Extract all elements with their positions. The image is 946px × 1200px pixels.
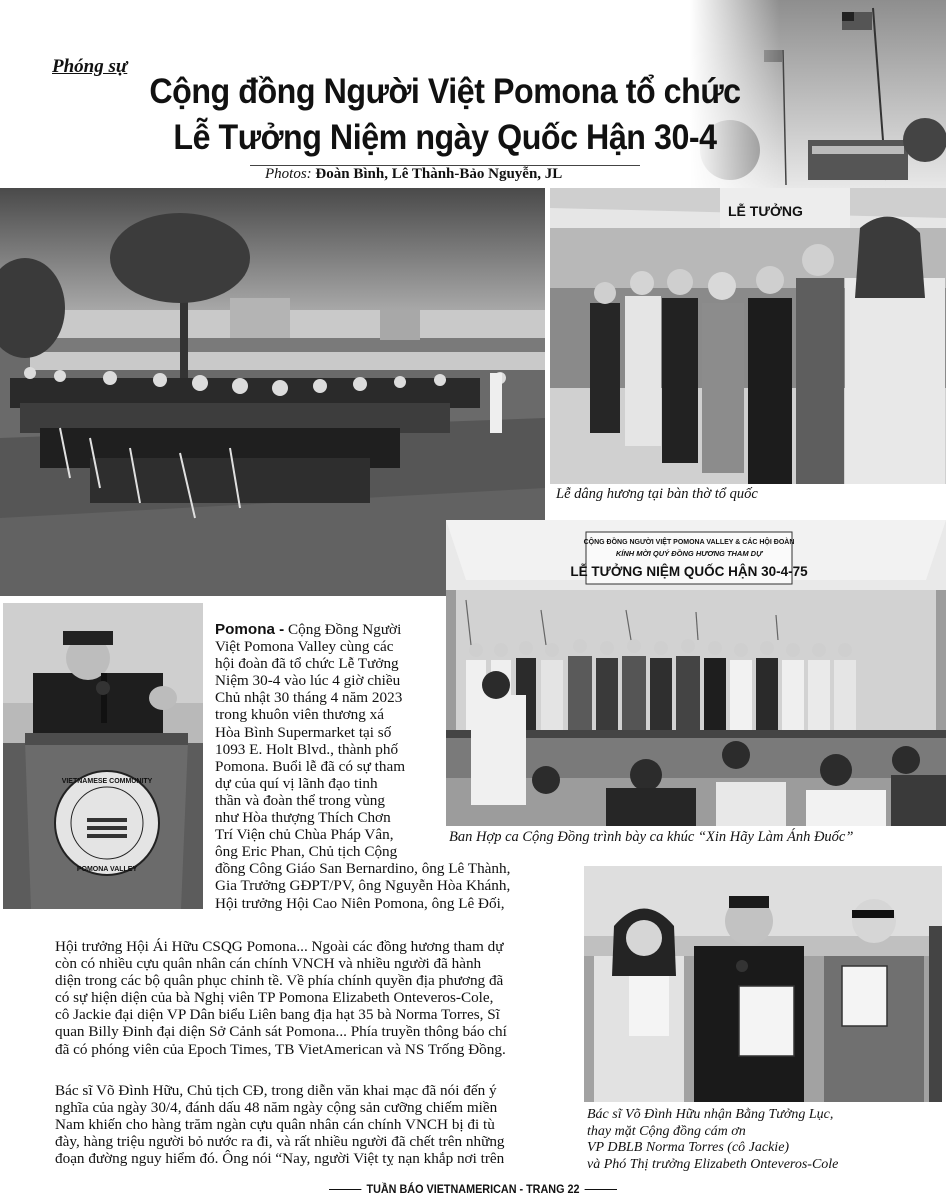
article-line: cô Jackie đại diện VP Dân biểu Liên bang địa hạt 35 bà Norma Torres, Sĩ xyxy=(55,1006,500,1024)
article-line: đày, hàng triệu người bỏ nước ra đi, và rất nhiều người đã chết trên những xyxy=(55,1133,505,1151)
article-line: nghĩa của ngày 30/4, đánh dấu 48 năm ngày cộng sản cưỡng chiếm miền xyxy=(55,1099,498,1117)
lead-word: Pomona - xyxy=(215,621,285,638)
article-line: còn có nhiều cựu quân nhân cán chính VNCH và nhiều người đã hành xyxy=(55,955,482,973)
article-line: đoạn đường nguy hiểm đó. Ông nói “Nay, người Việt tỵ nạn khắp nơi trên xyxy=(55,1150,505,1168)
article-wide-block xyxy=(55,938,580,1058)
article-line: trong khuôn viên thương xá xyxy=(215,706,384,724)
article-line: Gia Trưởng GĐPT/PV, ông Nguyễn Hòa Khánh, xyxy=(215,877,511,895)
award-photo xyxy=(584,866,942,1102)
article-line: ông Eric Phan, Chủ tịch Cộng xyxy=(215,843,398,861)
article-line: Nam khiến cho hàng trăm ngàn cựu quân nhân cán chính VNCH bị đi tù xyxy=(55,1116,495,1134)
headline-line-2: Lễ Tưởng Niệm ngày Quốc Hận 30-4 xyxy=(173,118,717,157)
caption-award xyxy=(587,1107,838,1173)
caption-award-line-1: Bác sĩ Võ Đình Hữu nhận Bằng Tưởng Lục, xyxy=(587,1107,834,1122)
backdrop-sign: LỄ TƯỞNG xyxy=(728,203,803,219)
article-line: 1093 E. Holt Blvd., thành phố xyxy=(215,740,399,758)
caption-award-line-3: VP DBLB Norma Torres (cô Jackie) xyxy=(587,1140,790,1155)
photo-credits-label: Photos: xyxy=(265,166,312,182)
podium-bottom-text: POMONA VALLEY xyxy=(76,866,138,873)
article-line: Pomona. Buổi lễ đã có sự tham xyxy=(215,757,406,775)
caption-choir: Ban Hợp ca Cộng Đồng trình bày ca khúc “Xin Hãy Làm Ánh Đuốc” xyxy=(449,829,854,845)
article-line: Cộng Đồng Người xyxy=(288,621,402,638)
section-label: Phóng sự xyxy=(52,56,128,77)
article-line: hội đoàn đã tổ chức Lễ Tưởng xyxy=(215,655,399,673)
article-line: Hòa Bình Supermarket tại số xyxy=(215,723,392,741)
article-line: có sự hiện diện của bà Nghị viên TP Pomona Elizabeth Onteveros-Cole, xyxy=(55,989,494,1007)
article-line: Hội trưởng Hội Cao Niên Pomona, ông Lê Đối, xyxy=(215,894,505,912)
page-footer: TUẦN BÁO VIETNAMERICAN - TRANG 22 xyxy=(47,1182,898,1196)
article-paragraph-2 xyxy=(55,1082,580,1167)
incense-ceremony-photo xyxy=(550,188,946,484)
photo-credits xyxy=(265,166,562,183)
article-column xyxy=(215,621,511,912)
article-line: Trí Viện chủ Chùa Pháp Vân, xyxy=(215,826,394,844)
banner-line-3: LỄ TƯỞNG NIỆM QUỐC HẬN 30-4-75 xyxy=(570,564,808,579)
article-line: diện trong các bộ quân phục chỉnh tề. Về phía chính quyền địa phương đã xyxy=(55,972,504,990)
article-line: dự của quí vị lãnh đạo tinh xyxy=(215,774,378,792)
article-line: Hội trưởng Hội Ái Hữu CSQG Pomona... Ngoài các đồng hương tham dự xyxy=(55,938,504,955)
banner-line-2: KÍNH MỜI QUÝ ĐỒNG HƯƠNG THAM DỰ xyxy=(615,549,763,558)
speaker-photo xyxy=(3,603,203,909)
article-line: Chủ nhật 30 tháng 4 năm 2023 xyxy=(215,689,403,707)
article-first-line xyxy=(215,621,441,638)
article-line: đồng Công Giáo San Bernardino, ông Lê Thành, xyxy=(215,860,511,878)
headline-line-1: Cộng đồng Người Việt Pomona tổ chức xyxy=(149,72,741,111)
caption-incense: Lễ dâng hương tại bàn thờ tổ quốc xyxy=(556,486,758,502)
article-line: Bác sĩ Võ Đình Hữu, Chủ tịch CĐ, trong diễn văn khai mạc đã nói đến ý xyxy=(55,1082,497,1099)
caption-award-line-2: thay mặt Cộng đồng cám ơn xyxy=(587,1123,746,1139)
article-line: quan Billy Đinh đại diện Sở Cảnh sát Pomona... Phía truyền thông báo chí xyxy=(55,1023,507,1041)
article-line: Việt Pomona Valley cùng các xyxy=(215,638,394,656)
podium-top-text: VIETNAMESE COMMUNITY xyxy=(61,778,153,785)
article-line: Niệm 30-4 vào lúc 4 giờ chiều xyxy=(215,672,401,690)
choir-photo xyxy=(446,520,946,826)
article-line: đã có phóng viên của Epoch Times, TB VietAmerican và NS Trống Đồng. xyxy=(55,1040,506,1058)
caption-award-line-4: và Phó Thị trưởng Elizabeth Onteveros-Cole xyxy=(587,1156,839,1172)
article-line: như Hòa thượng Thích Chơn xyxy=(215,809,391,827)
banner-line-1: CỘNG ĐỒNG NGƯỜI VIỆT POMONA VALLEY & CÁC HỘI ĐOÀN xyxy=(583,539,795,546)
article-line: thần và đoàn thể trong vùng xyxy=(215,791,385,809)
photo-credits-names: Đoàn Bình, Lê Thành-Bảo Nguyễn, JL xyxy=(315,166,563,182)
